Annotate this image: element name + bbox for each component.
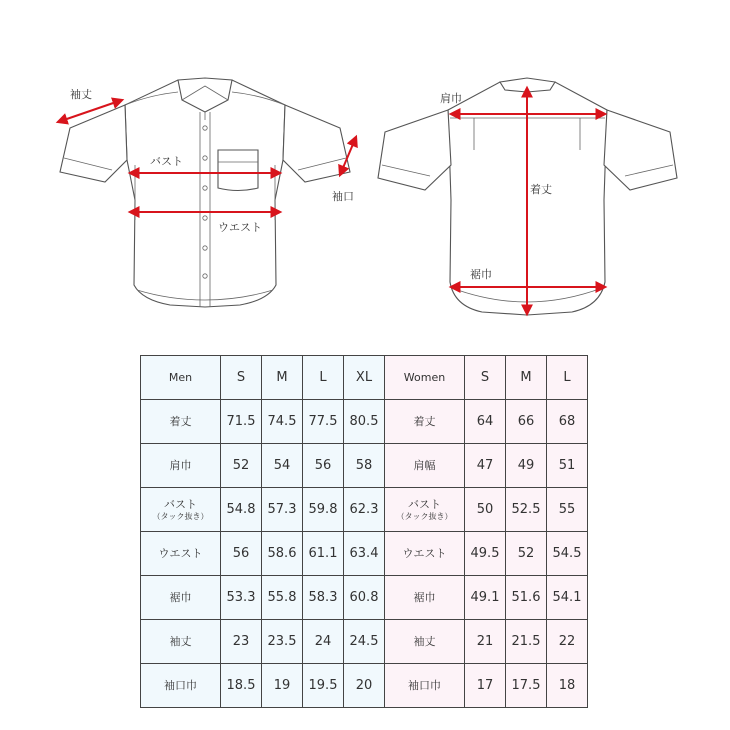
women-row-label bbox=[385, 488, 465, 532]
men-size-header: XL bbox=[344, 356, 385, 400]
women-row-label bbox=[385, 532, 465, 576]
men-value-cell: 58.6 bbox=[262, 532, 303, 576]
women-value-cell: 17.5 bbox=[506, 664, 547, 708]
men-size-header: S bbox=[221, 356, 262, 400]
table-row bbox=[141, 576, 588, 620]
men-value-cell: 74.5 bbox=[262, 400, 303, 444]
men-value-cell: 54 bbox=[262, 444, 303, 488]
women-value-cell: 49.1 bbox=[465, 576, 506, 620]
men-value-cell: 62.3 bbox=[344, 488, 385, 532]
row-label-text: 肩巾 bbox=[169, 459, 192, 472]
men-shirt-front bbox=[60, 78, 350, 307]
women-value-cell: 18 bbox=[547, 664, 588, 708]
women-row-label bbox=[385, 620, 465, 664]
men-value-cell: 24 bbox=[303, 620, 344, 664]
women-value-cell: 17 bbox=[465, 664, 506, 708]
table-row bbox=[141, 488, 588, 532]
row-label-text: バスト bbox=[164, 498, 197, 511]
men-size-header: M bbox=[262, 356, 303, 400]
men-value-cell: 77.5 bbox=[303, 400, 344, 444]
men-value-cell: 52 bbox=[221, 444, 262, 488]
table-row bbox=[141, 444, 588, 488]
men-value-cell: 53.3 bbox=[221, 576, 262, 620]
row-label-text: 袖丈 bbox=[169, 635, 192, 648]
table-row bbox=[141, 664, 588, 708]
women-label-shoulder: 肩巾 bbox=[440, 92, 462, 105]
men-size-header: L bbox=[303, 356, 344, 400]
women-value-cell: 49 bbox=[506, 444, 547, 488]
men-value-cell: 20 bbox=[344, 664, 385, 708]
row-label-text: 肩幅 bbox=[413, 459, 436, 472]
men-value-cell: 59.8 bbox=[303, 488, 344, 532]
women-value-cell: 55 bbox=[547, 488, 588, 532]
women-value-cell: 54.1 bbox=[547, 576, 588, 620]
men-value-cell: 55.8 bbox=[262, 576, 303, 620]
women-value-cell: 54.5 bbox=[547, 532, 588, 576]
men-row-label bbox=[141, 488, 221, 532]
women-value-cell: 22 bbox=[547, 620, 588, 664]
men-value-cell: 71.5 bbox=[221, 400, 262, 444]
men-value-cell: 58 bbox=[344, 444, 385, 488]
women-label-length: 着丈 bbox=[530, 183, 552, 196]
table-header-row bbox=[141, 356, 588, 400]
row-label-text: 裾巾 bbox=[413, 591, 436, 604]
men-value-cell: 54.8 bbox=[221, 488, 262, 532]
men-value-cell: 63.4 bbox=[344, 532, 385, 576]
men-value-cell: 18.5 bbox=[221, 664, 262, 708]
men-value-cell: 19 bbox=[262, 664, 303, 708]
women-row-label bbox=[385, 576, 465, 620]
men-label-cuff: 袖口 bbox=[332, 190, 354, 203]
women-label-hem: 裾巾 bbox=[470, 268, 492, 281]
men-value-cell: 60.8 bbox=[344, 576, 385, 620]
men-label-bust: バスト bbox=[150, 155, 183, 168]
shirt-measurement-diagram bbox=[0, 0, 730, 340]
row-label-note: （タック抜き） bbox=[396, 512, 453, 521]
men-value-cell: 56 bbox=[303, 444, 344, 488]
row-label-text: 裾巾 bbox=[169, 591, 192, 604]
women-size-header: M bbox=[506, 356, 547, 400]
women-value-cell: 50 bbox=[465, 488, 506, 532]
women-row-label bbox=[385, 444, 465, 488]
women-value-cell: 21 bbox=[465, 620, 506, 664]
row-label-text: バスト bbox=[408, 498, 441, 511]
men-value-cell: 23 bbox=[221, 620, 262, 664]
men-label-waist: ウエスト bbox=[218, 221, 262, 234]
table-row bbox=[141, 620, 588, 664]
women-value-cell: 66 bbox=[506, 400, 547, 444]
table-row bbox=[141, 532, 588, 576]
women-value-cell: 51 bbox=[547, 444, 588, 488]
row-label-text: ウエスト bbox=[158, 547, 203, 560]
women-row-label bbox=[385, 400, 465, 444]
row-label-text: 袖丈 bbox=[413, 635, 436, 648]
men-value-cell: 58.3 bbox=[303, 576, 344, 620]
size-table-body bbox=[141, 356, 588, 708]
women-value-cell: 21.5 bbox=[506, 620, 547, 664]
women-value-cell: 64 bbox=[465, 400, 506, 444]
women-value-cell: 49.5 bbox=[465, 532, 506, 576]
women-row-label bbox=[385, 664, 465, 708]
men-value-cell: 56 bbox=[221, 532, 262, 576]
men-row-label bbox=[141, 664, 221, 708]
women-size-header: L bbox=[547, 356, 588, 400]
row-label-text: ウエスト bbox=[402, 547, 447, 560]
men-value-cell: 61.1 bbox=[303, 532, 344, 576]
men-value-cell: 19.5 bbox=[303, 664, 344, 708]
row-label-note: （タック抜き） bbox=[152, 512, 209, 521]
men-value-cell: 24.5 bbox=[344, 620, 385, 664]
row-label-text: 着丈 bbox=[169, 415, 192, 428]
men-label-sleeve-length: 袖丈 bbox=[70, 88, 92, 101]
women-value-cell: 68 bbox=[547, 400, 588, 444]
men-header: Men bbox=[141, 356, 221, 400]
men-value-cell: 80.5 bbox=[344, 400, 385, 444]
row-label-text: 袖口巾 bbox=[408, 679, 441, 692]
size-table bbox=[140, 355, 588, 708]
row-label-text: 袖口巾 bbox=[164, 679, 197, 692]
women-value-cell: 47 bbox=[465, 444, 506, 488]
men-value-cell: 57.3 bbox=[262, 488, 303, 532]
men-row-label bbox=[141, 444, 221, 488]
women-header: Women bbox=[385, 356, 465, 400]
men-row-label bbox=[141, 400, 221, 444]
women-value-cell: 52 bbox=[506, 532, 547, 576]
men-row-label bbox=[141, 576, 221, 620]
women-value-cell: 52.5 bbox=[506, 488, 547, 532]
table-row bbox=[141, 400, 588, 444]
row-label-text: 着丈 bbox=[413, 415, 436, 428]
women-value-cell: 51.6 bbox=[506, 576, 547, 620]
women-size-header: S bbox=[465, 356, 506, 400]
men-row-label bbox=[141, 532, 221, 576]
men-row-label bbox=[141, 620, 221, 664]
men-value-cell: 23.5 bbox=[262, 620, 303, 664]
